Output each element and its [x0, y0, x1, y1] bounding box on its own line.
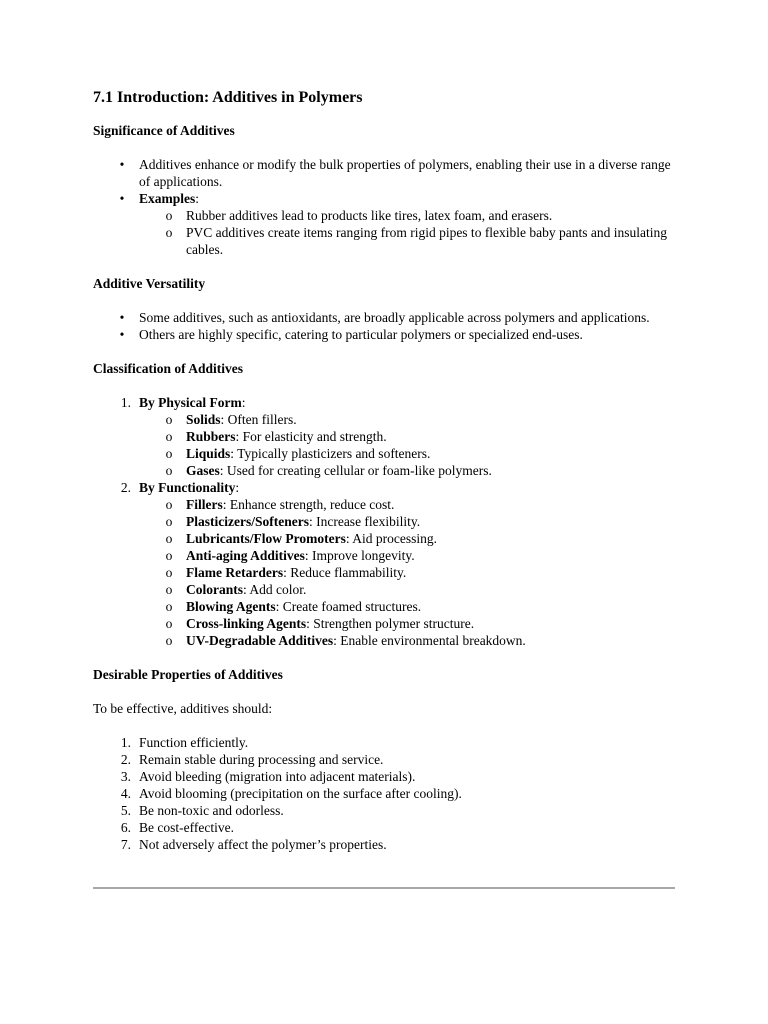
- sub-bullet-icon: o: [165, 548, 173, 563]
- sub-bullet-icon: o: [165, 616, 173, 631]
- sub-list-item: [93, 598, 675, 615]
- list-item: [93, 190, 675, 207]
- sub-list-item: [93, 411, 675, 428]
- item-term: Lubricants/Flow Promoters: [186, 531, 346, 546]
- item-text: Not adversely affect the polymer’s properties.: [139, 837, 387, 852]
- sub-bullet-icon: o: [165, 446, 173, 461]
- numbered-item: [93, 785, 675, 802]
- numbered-item: [93, 819, 675, 836]
- item-term: Cross-linking Agents: [186, 616, 307, 631]
- sub-list-item: [93, 547, 675, 564]
- sub-bullet-icon: o: [165, 463, 173, 478]
- item-term: Plasticizers/Softeners: [186, 514, 309, 529]
- item-text: Avoid blooming (precipitation on the surface after cooling).: [139, 786, 462, 801]
- bullet-icon: •: [119, 157, 125, 172]
- sub-list-item: [93, 224, 675, 258]
- item-term: Fillers: [186, 497, 223, 512]
- item-number: 1.: [120, 395, 131, 410]
- sub-list-item: [93, 615, 675, 632]
- list-item: [93, 326, 675, 343]
- sub-list-item: [93, 513, 675, 530]
- item-number: 6.: [120, 820, 131, 835]
- item-desc: : Typically plasticizers and softeners.: [230, 446, 431, 461]
- significance-list: [93, 156, 675, 258]
- sub-list-item: [93, 564, 675, 581]
- numbered-item: [93, 394, 675, 411]
- sub-list-item: [93, 496, 675, 513]
- numbered-item: [93, 479, 675, 496]
- item-number: 2.: [120, 480, 131, 495]
- list-item-text: Additives enhance or modify the bulk properties of polymers, enabling their use in a diverse range of applications.: [139, 157, 671, 189]
- numbered-item: [93, 802, 675, 819]
- sub-bullet-icon: o: [165, 565, 173, 580]
- item-number: 1.: [120, 735, 131, 750]
- section-heading-versatility: Additive Versatility: [93, 276, 206, 291]
- numbered-item: [93, 751, 675, 768]
- sub-list-item: [93, 581, 675, 598]
- sub-bullet-icon: o: [165, 633, 173, 648]
- bullet-icon: •: [119, 191, 125, 206]
- sub-list-item: [93, 207, 675, 224]
- sub-bullet-icon: o: [165, 514, 173, 529]
- item-text: Avoid bleeding (migration into adjacent materials).: [139, 769, 416, 784]
- sub-bullet-icon: o: [165, 599, 173, 614]
- item-term: Liquids: [186, 446, 231, 461]
- item-text: Remain stable during processing and service.: [139, 752, 384, 767]
- item-desc: : Aid processing.: [345, 531, 437, 546]
- item-text: Function efficiently.: [139, 735, 249, 750]
- list-item: [93, 156, 675, 190]
- bullet-icon: •: [119, 310, 125, 325]
- sub-bullet-icon: o: [165, 531, 173, 546]
- item-desc: : Enable environmental breakdown.: [333, 633, 526, 648]
- examples-colon: :: [195, 191, 200, 206]
- examples-label: Examples: [139, 191, 196, 206]
- group-colon: :: [235, 480, 240, 495]
- item-term: Blowing Agents: [186, 599, 276, 614]
- sub-list-item: [93, 632, 675, 649]
- item-desc: : Strengthen polymer structure.: [306, 616, 475, 631]
- item-desc: : Increase flexibility.: [308, 514, 421, 529]
- item-desc: : Often fillers.: [220, 412, 297, 427]
- item-desc: : Enhance strength, reduce cost.: [222, 497, 395, 512]
- list-item-text: Others are highly specific, catering to particular polymers or specialized end-uses.: [139, 327, 583, 342]
- numbered-item: [93, 836, 675, 853]
- list-item-text: Some additives, such as antioxidants, are broadly applicable across polymers and applications.: [139, 310, 650, 325]
- horizontal-rule: [93, 887, 675, 889]
- sub-list-item: [93, 462, 675, 479]
- sub-list-item-text: Rubber additives lead to products like tires, latex foam, and erasers.: [186, 208, 553, 223]
- sub-list-item-text: PVC additives create items ranging from rigid pipes to flexible baby pants and insulating cables.: [186, 225, 668, 257]
- item-term: Gases: [186, 463, 220, 478]
- group-label: By Functionality: [139, 480, 236, 495]
- item-number: 3.: [120, 769, 131, 784]
- desirable-list: [93, 734, 675, 853]
- item-desc: : Used for creating cellular or foam-like polymers.: [219, 463, 492, 478]
- item-desc: : Add color.: [243, 582, 307, 597]
- versatility-list: [93, 309, 675, 343]
- sub-bullet-icon: o: [165, 412, 173, 427]
- item-term: UV-Degradable Additives: [186, 633, 334, 648]
- item-desc: : Create foamed structures.: [275, 599, 422, 614]
- desirable-intro: To be effective, additives should:: [93, 701, 273, 716]
- group-label: By Physical Form: [139, 395, 242, 410]
- item-text: Be non-toxic and odorless.: [139, 803, 284, 818]
- page-title: 7.1 Introduction: Additives in Polymers: [93, 89, 363, 106]
- sub-list-item: [93, 445, 675, 462]
- sub-bullet-icon: o: [165, 582, 173, 597]
- section-heading-desirable: Desirable Properties of Additives: [93, 667, 283, 682]
- section-heading-significance: Significance of Additives: [93, 123, 235, 138]
- item-text: Be cost-effective.: [139, 820, 234, 835]
- item-number: 7.: [120, 837, 131, 852]
- classification-list: [93, 394, 675, 649]
- list-item: [93, 309, 675, 326]
- item-term: Flame Retarders: [186, 565, 284, 580]
- sub-bullet-icon: o: [165, 208, 173, 223]
- item-term: Anti-aging Additives: [186, 548, 305, 563]
- item-desc: : Improve longevity.: [304, 548, 415, 563]
- sub-list-item: [93, 428, 675, 445]
- group-colon: :: [241, 395, 246, 410]
- sub-bullet-icon: o: [165, 429, 173, 444]
- item-term: Solids: [186, 412, 221, 427]
- item-term: Colorants: [186, 582, 243, 597]
- section-heading-classification: Classification of Additives: [93, 361, 244, 376]
- item-desc: : For elasticity and strength.: [235, 429, 387, 444]
- item-number: 4.: [120, 786, 131, 801]
- item-desc: : Reduce flammability.: [283, 565, 407, 580]
- item-number: 5.: [120, 803, 131, 818]
- sub-bullet-icon: o: [165, 225, 173, 240]
- document-content: [93, 88, 675, 853]
- bullet-icon: •: [119, 327, 125, 342]
- sub-bullet-icon: o: [165, 497, 173, 512]
- sub-list-item: [93, 530, 675, 547]
- numbered-item: [93, 768, 675, 785]
- item-number: 2.: [120, 752, 131, 767]
- item-term: Rubbers: [186, 429, 236, 444]
- numbered-item: [93, 734, 675, 751]
